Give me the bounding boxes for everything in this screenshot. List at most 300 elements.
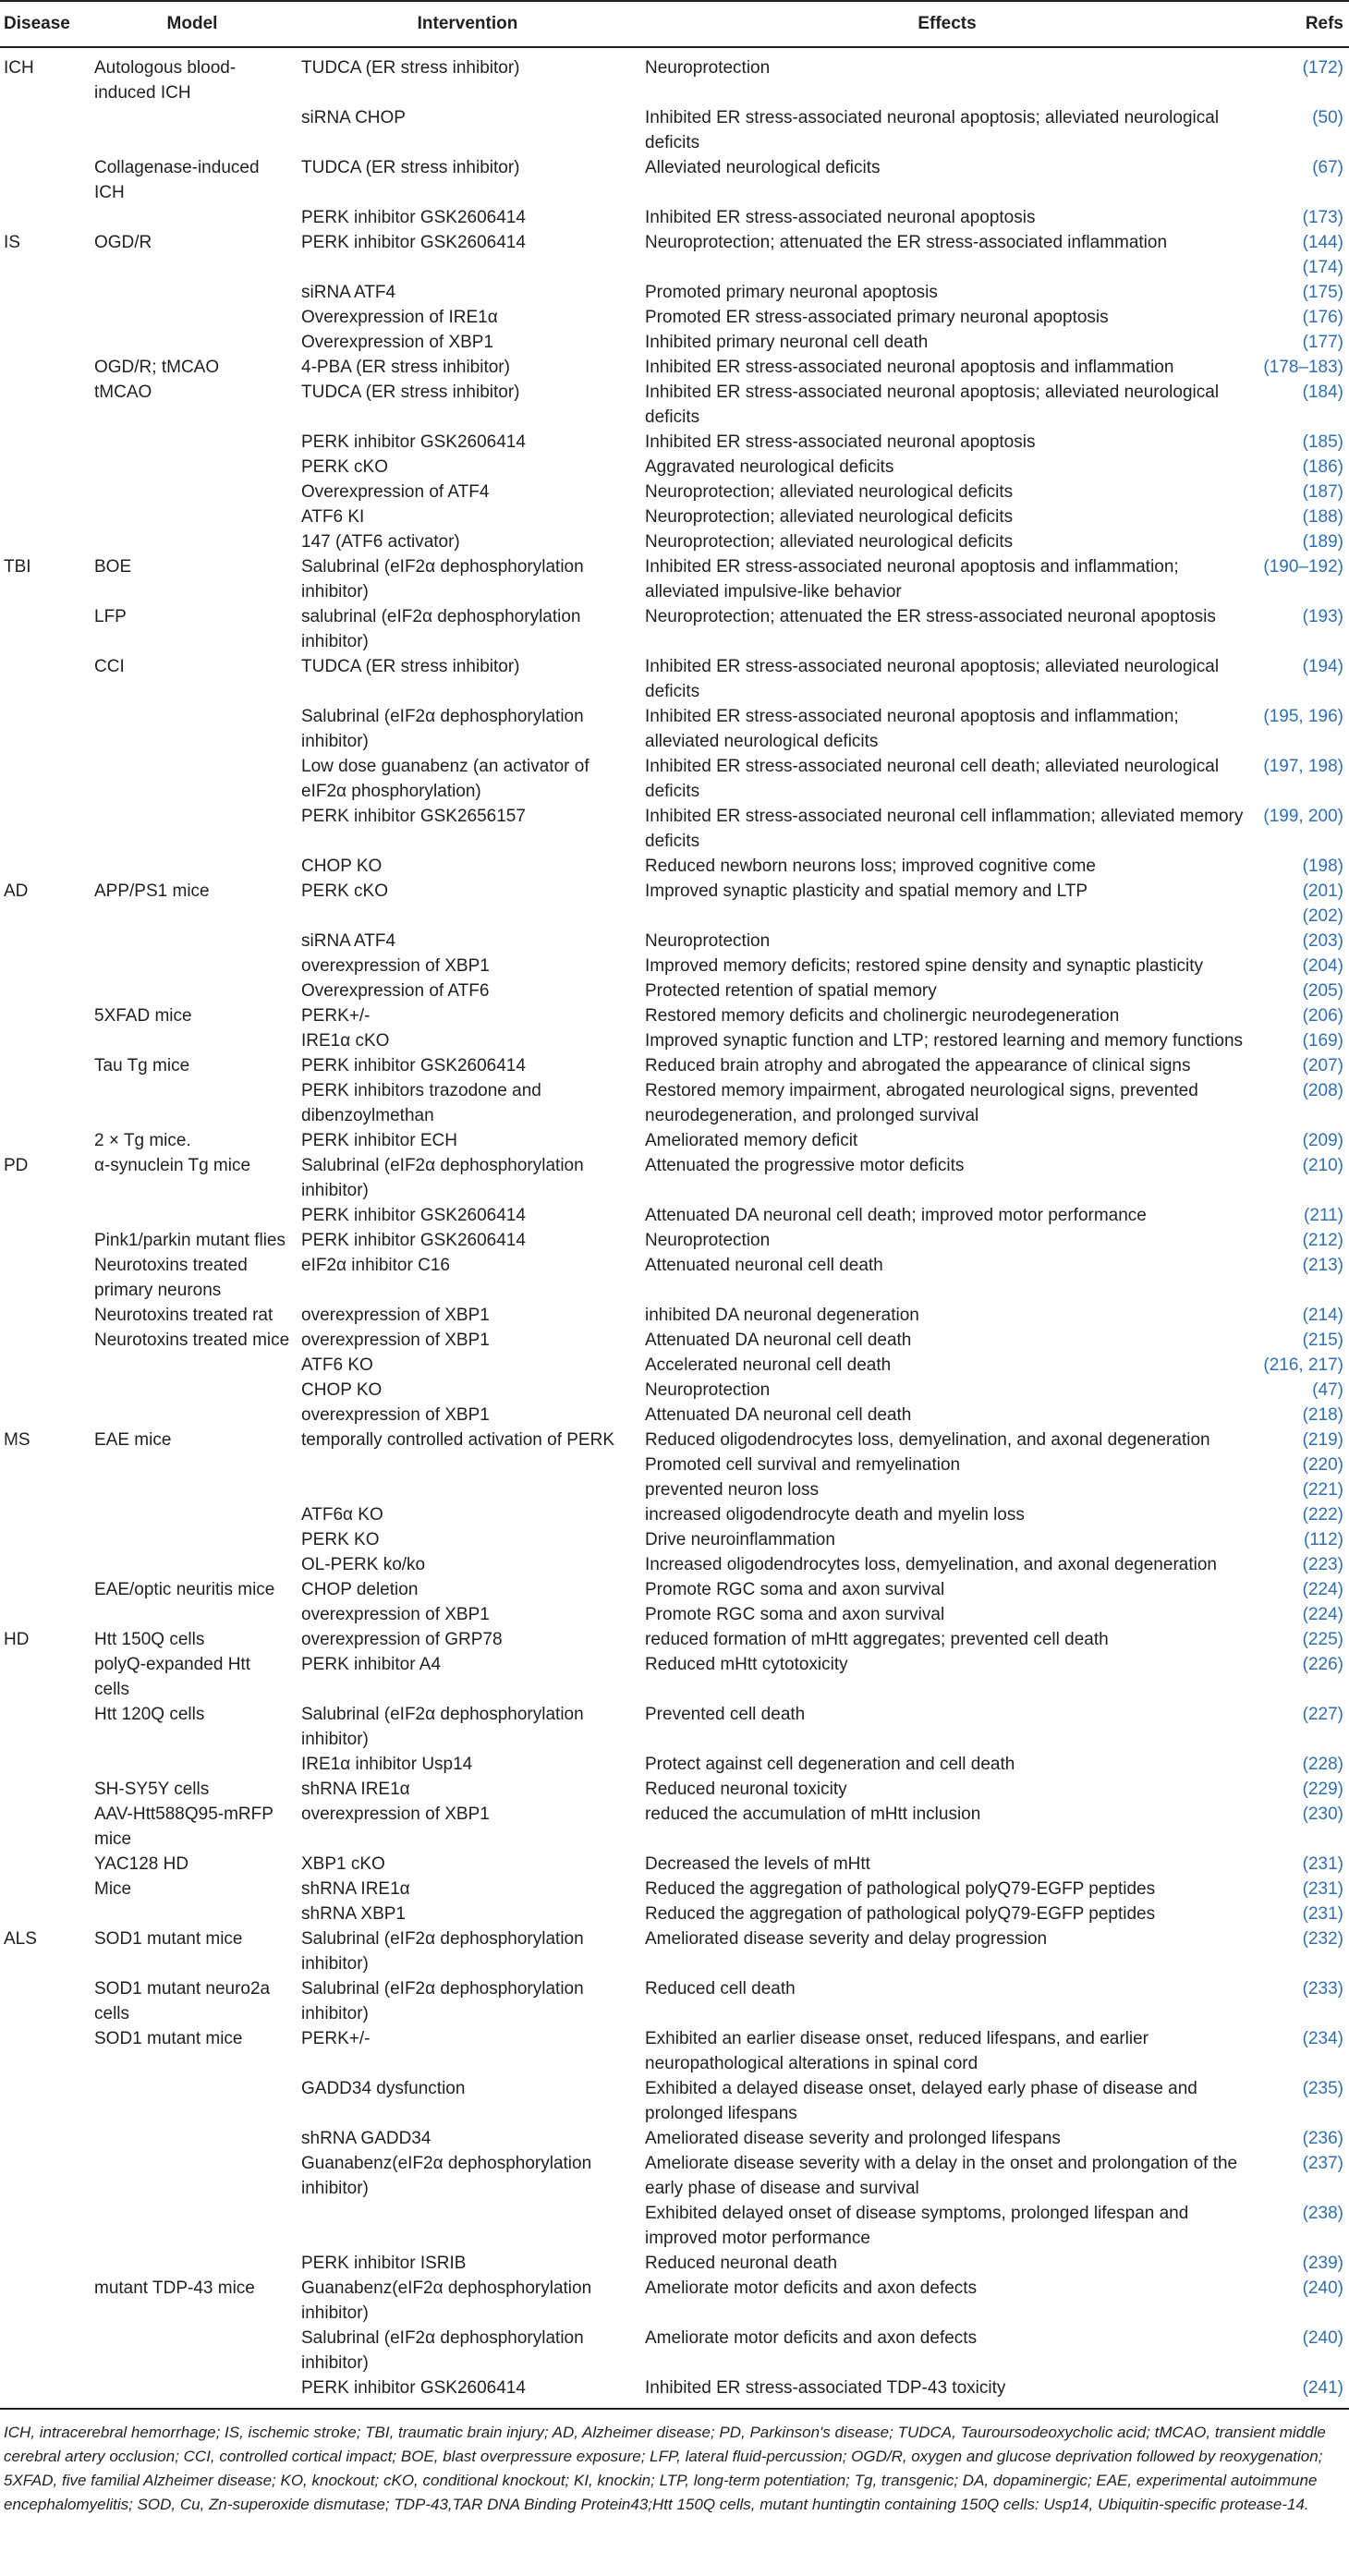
table-row bbox=[0, 1452, 1349, 1477]
cell-intervention: PERK inhibitor GSK2606414 bbox=[296, 2376, 639, 2409]
cell-disease bbox=[0, 2276, 89, 2326]
cell-effects: Inhibited ER stress-associated neuronal apoptosis and inflammation; alleviated impulsive-like behavior bbox=[645, 557, 1179, 601]
cell-intervention: Salubrinal (eIF2α dephosphorylation inhibitor) bbox=[301, 2328, 584, 2373]
cell-refs: (209) bbox=[1302, 1131, 1343, 1150]
cell-disease bbox=[0, 2376, 89, 2409]
cell-refs: (206) bbox=[1302, 1006, 1343, 1026]
cell-refs: (184) bbox=[1302, 383, 1343, 402]
table-row bbox=[0, 1902, 1349, 1926]
cell-intervention: shRNA GADD34 bbox=[301, 2129, 431, 2148]
table-row bbox=[0, 2026, 1349, 2076]
cell-disease bbox=[0, 105, 89, 155]
cell-intervention: PERK+/- bbox=[301, 1006, 371, 1026]
table-row bbox=[0, 704, 1349, 754]
cell-model bbox=[89, 305, 296, 330]
cell-model: SOD1 mutant mice bbox=[94, 1929, 243, 1949]
table-row bbox=[0, 2126, 1349, 2151]
cell-refs: (222) bbox=[1302, 1505, 1343, 1525]
cell-disease bbox=[0, 1253, 89, 1303]
table-row bbox=[0, 455, 1349, 480]
cell-model bbox=[89, 1477, 296, 1502]
table-row bbox=[0, 1652, 1349, 1702]
cell-effects: Reduced cell death bbox=[645, 1979, 796, 1999]
cell-refs: (240) bbox=[1302, 2328, 1343, 2348]
cell-effects: Ameliorate motor deficits and axon defects bbox=[645, 2328, 978, 2348]
table-row bbox=[0, 2076, 1349, 2126]
cell-refs: (219) bbox=[1302, 1430, 1343, 1450]
table-row bbox=[0, 1378, 1349, 1403]
cell-refs: (236) bbox=[1302, 2129, 1343, 2148]
cell-model bbox=[89, 1502, 296, 1527]
cell-refs: (47) bbox=[1312, 1380, 1343, 1400]
cell-disease bbox=[0, 1502, 89, 1527]
cell-model bbox=[89, 105, 296, 155]
cell-effects: Reduced brain atrophy and abrogated the appearance of clinical signs bbox=[645, 1056, 1191, 1075]
cell-refs: (224) bbox=[1302, 1580, 1343, 1599]
cell-disease bbox=[0, 1552, 89, 1577]
table-row bbox=[0, 1328, 1349, 1353]
cell-refs: (224) bbox=[1302, 1605, 1343, 1624]
cell-model bbox=[89, 2126, 296, 2151]
cell-intervention: Salubrinal (eIF2α dephosphorylation inhibitor) bbox=[301, 1156, 584, 1200]
table-row bbox=[0, 1477, 1349, 1502]
cell-model bbox=[89, 1403, 296, 1428]
cell-intervention: CHOP KO bbox=[301, 1380, 383, 1400]
table-row bbox=[0, 1577, 1349, 1602]
cell-refs: (205) bbox=[1302, 981, 1343, 1001]
cell-intervention: PERK inhibitor GSK2606414 bbox=[301, 432, 526, 452]
cell-refs: (195, 196) bbox=[1263, 707, 1343, 726]
cell-effects: Ameliorated memory deficit bbox=[645, 1131, 858, 1150]
cell-intervention: overexpression of XBP1 bbox=[301, 1605, 490, 1624]
cell-intervention: siRNA ATF4 bbox=[301, 931, 396, 951]
cell-refs: (216, 217) bbox=[1263, 1355, 1343, 1375]
cell-refs: (231) bbox=[1302, 1879, 1343, 1899]
cell-disease bbox=[0, 1228, 89, 1253]
cell-effects: Protect against cell degeneration and cell death bbox=[645, 1755, 1015, 1774]
cell-disease bbox=[0, 430, 89, 455]
table-row bbox=[0, 1153, 1349, 1203]
cell-disease bbox=[0, 1403, 89, 1428]
table-row bbox=[0, 1003, 1349, 1028]
cell-model bbox=[89, 1028, 296, 1053]
cell-model: SH-SY5Y cells bbox=[94, 1780, 210, 1799]
cell-intervention: CHOP KO bbox=[301, 857, 383, 876]
cell-disease: MS bbox=[4, 1430, 30, 1450]
cell-effects: Inhibited ER stress-associated neuronal apoptosis bbox=[645, 432, 1036, 452]
cell-disease bbox=[0, 704, 89, 754]
table-row bbox=[0, 2251, 1349, 2276]
cell-disease bbox=[0, 1128, 89, 1153]
cell-refs: (175) bbox=[1302, 283, 1343, 302]
cell-model bbox=[89, 1552, 296, 1577]
table-row bbox=[0, 2151, 1349, 2201]
cell-effects: Neuroprotection bbox=[645, 58, 771, 78]
cell-refs: (199, 200) bbox=[1263, 807, 1343, 826]
cell-disease bbox=[0, 355, 89, 380]
cell-effects: Reduced the aggregation of pathological polyQ79-EGFP peptides bbox=[645, 1904, 1156, 1924]
table-row bbox=[0, 1926, 1349, 1976]
table-row bbox=[0, 554, 1349, 604]
table-row bbox=[0, 978, 1349, 1003]
header-effects: Effects bbox=[639, 1, 1255, 47]
cell-refs: (112) bbox=[1304, 1530, 1343, 1549]
table-row bbox=[0, 1602, 1349, 1627]
table-row bbox=[0, 1852, 1349, 1877]
cell-model bbox=[89, 954, 296, 978]
cell-intervention: temporally controlled activation of PERK bbox=[301, 1430, 614, 1450]
cell-effects: prevented neuron loss bbox=[645, 1480, 820, 1500]
cell-model: Autologous blood-induced ICH bbox=[94, 58, 237, 103]
table-row bbox=[0, 604, 1349, 654]
cell-refs: (190–192) bbox=[1263, 557, 1343, 577]
cell-effects: Neuroprotection bbox=[645, 931, 771, 951]
cell-model: YAC128 HD bbox=[94, 1854, 189, 1874]
cell-effects: Accelerated neuronal cell death bbox=[645, 1355, 892, 1375]
cell-disease bbox=[0, 978, 89, 1003]
cell-model bbox=[89, 1378, 296, 1403]
cell-effects: reduced the accumulation of mHtt inclusion bbox=[645, 1804, 981, 1824]
cell-intervention: PERK inhibitor ECH bbox=[301, 1131, 457, 1150]
cell-effects: Promoted primary neuronal apoptosis bbox=[645, 283, 938, 302]
cell-model bbox=[89, 455, 296, 480]
table-row bbox=[0, 1203, 1349, 1228]
cell-disease bbox=[0, 1902, 89, 1926]
cell-model: Htt 120Q cells bbox=[94, 1705, 205, 1724]
cell-intervention: overexpression of GRP78 bbox=[301, 1630, 503, 1649]
cell-intervention bbox=[296, 1477, 639, 1502]
table-row bbox=[0, 1078, 1349, 1128]
cell-model: LFP bbox=[94, 607, 127, 626]
cell-model: EAE/optic neuritis mice bbox=[94, 1580, 275, 1599]
cell-disease bbox=[0, 1802, 89, 1852]
table-row bbox=[0, 1428, 1349, 1452]
cell-model bbox=[89, 1527, 296, 1552]
cell-refs: (193) bbox=[1302, 607, 1343, 626]
cell-effects: Promoted ER stress-associated primary neuronal apoptosis bbox=[645, 308, 1109, 327]
cell-intervention: TUDCA (ER stress inhibitor) bbox=[301, 383, 520, 402]
cell-effects: Exhibited delayed onset of disease symptoms, prolonged lifespan and improved motor performance bbox=[645, 2204, 1189, 2248]
cell-refs: (233) bbox=[1302, 1979, 1343, 1999]
cell-disease bbox=[0, 1602, 89, 1627]
cell-refs: (221) bbox=[1302, 1480, 1343, 1500]
cell-disease bbox=[0, 1053, 89, 1078]
cell-effects: Ameliorate disease severity with a delay in the onset and prolongation of the early phase of disease and survival bbox=[645, 2154, 1238, 2198]
table-row bbox=[0, 1877, 1349, 1902]
cell-disease bbox=[0, 380, 89, 430]
cell-model bbox=[89, 2201, 296, 2251]
cell-model: CCI bbox=[94, 657, 125, 676]
cell-intervention: 4-PBA (ER stress inhibitor) bbox=[301, 358, 510, 377]
cell-model bbox=[89, 480, 296, 504]
table-row bbox=[0, 2201, 1349, 2251]
cell-intervention: siRNA CHOP bbox=[301, 108, 406, 128]
cell-model: mutant TDP-43 mice bbox=[94, 2278, 255, 2298]
cell-disease bbox=[0, 854, 89, 879]
cell-intervention: PERK KO bbox=[301, 1530, 380, 1549]
cell-intervention: PERK inhibitor GSK2606414 bbox=[301, 1206, 526, 1225]
cell-effects: Neuroprotection; attenuated the ER stress-associated inflammation bbox=[645, 233, 1168, 252]
cell-refs: (237) bbox=[1302, 2154, 1343, 2173]
cell-intervention: CHOP deletion bbox=[301, 1580, 419, 1599]
cell-disease: TBI bbox=[4, 557, 31, 577]
cell-disease: AD bbox=[4, 881, 29, 901]
table-row bbox=[0, 954, 1349, 978]
cell-refs: (203) bbox=[1302, 931, 1343, 951]
cell-model bbox=[89, 929, 296, 954]
cell-effects: Attenuated neuronal cell death bbox=[645, 1256, 883, 1275]
cell-disease bbox=[0, 1852, 89, 1877]
table-row bbox=[0, 1028, 1349, 1053]
cell-intervention: Guanabenz(eIF2α dephosphorylation inhibitor) bbox=[301, 2154, 592, 2198]
cell-disease: ICH bbox=[4, 58, 34, 78]
cell-intervention: PERK+/- bbox=[301, 2029, 371, 2048]
table-row bbox=[0, 1353, 1349, 1378]
cell-effects: Alleviated neurological deficits bbox=[645, 158, 881, 177]
cell-refs: (189) bbox=[1302, 532, 1343, 552]
cell-effects: Attenuated DA neuronal cell death; improved motor performance bbox=[645, 1206, 1147, 1225]
cell-intervention: Overexpression of XBP1 bbox=[301, 333, 494, 352]
cell-disease bbox=[0, 529, 89, 554]
table-row bbox=[0, 1752, 1349, 1777]
table-row bbox=[0, 230, 1349, 280]
cell-effects: Attenuated DA neuronal cell death bbox=[645, 1331, 912, 1350]
cell-effects: Drive neuroinflammation bbox=[645, 1530, 835, 1549]
table-row bbox=[0, 1303, 1349, 1328]
cell-effects: Aggravated neurological deficits bbox=[645, 457, 894, 477]
cell-model bbox=[89, 2376, 296, 2409]
cell-intervention: PERK inhibitors trazodone and dibenzoylmethan bbox=[301, 1081, 541, 1125]
cell-intervention: overexpression of XBP1 bbox=[301, 1331, 490, 1350]
cell-disease bbox=[0, 1652, 89, 1702]
cell-disease: IS bbox=[4, 233, 20, 252]
cell-intervention: Salubrinal (eIF2α dephosphorylation inhibitor) bbox=[301, 1929, 584, 1974]
cell-effects: Restored memory deficits and cholinergic neurodegeneration bbox=[645, 1006, 1120, 1026]
cell-effects: Neuroprotection; alleviated neurological deficits bbox=[645, 532, 1014, 552]
cell-refs: (229) bbox=[1302, 1780, 1343, 1799]
cell-disease bbox=[0, 455, 89, 480]
cell-intervention: PERK inhibitor A4 bbox=[301, 1655, 442, 1674]
cell-intervention: overexpression of XBP1 bbox=[301, 1804, 490, 1824]
cell-refs: (188) bbox=[1302, 507, 1343, 527]
cell-intervention: Overexpression of ATF6 bbox=[301, 981, 490, 1001]
cell-refs: (50) bbox=[1312, 108, 1343, 128]
cell-refs: (210) bbox=[1302, 1156, 1343, 1175]
cell-intervention: shRNA XBP1 bbox=[301, 1904, 406, 1924]
cell-refs: (211) bbox=[1304, 1206, 1343, 1225]
cell-refs: (231) bbox=[1302, 1904, 1343, 1924]
cell-effects: Promote RGC soma and axon survival bbox=[645, 1605, 945, 1624]
cell-effects: Neuroprotection bbox=[645, 1380, 771, 1400]
cell-model: AAV-Htt588Q95-mRFP mice bbox=[94, 1804, 273, 1849]
table-row bbox=[0, 380, 1349, 430]
cell-refs: (178–183) bbox=[1263, 358, 1343, 377]
cell-disease bbox=[0, 2026, 89, 2076]
cell-disease: ALS bbox=[4, 1929, 37, 1949]
cell-model: EAE mice bbox=[94, 1430, 172, 1450]
cell-disease bbox=[0, 2326, 89, 2376]
cell-intervention: IRE1α cKO bbox=[301, 1031, 390, 1051]
cell-intervention: ATF6 KO bbox=[301, 1355, 373, 1375]
cell-intervention bbox=[296, 2201, 639, 2251]
cell-model: Pink1/parkin mutant flies bbox=[94, 1231, 286, 1250]
cell-effects: Improved memory deficits; restored spine density and synaptic plasticity bbox=[645, 956, 1204, 976]
cell-intervention: TUDCA (ER stress inhibitor) bbox=[301, 58, 520, 78]
cell-model: OGD/R bbox=[94, 233, 152, 252]
cell-model bbox=[89, 529, 296, 554]
cell-model: Neurotoxins treated mice bbox=[94, 1331, 290, 1350]
cell-model: Htt 150Q cells bbox=[94, 1630, 205, 1649]
cell-effects: increased oligodendrocyte death and myelin loss bbox=[645, 1505, 1025, 1525]
cell-effects: Attenuated DA neuronal cell death bbox=[645, 1405, 912, 1425]
cell-disease bbox=[0, 1003, 89, 1028]
cell-model: polyQ-expanded Htt cells bbox=[94, 1655, 250, 1699]
cell-refs: (201) (202) bbox=[1302, 881, 1343, 926]
cell-model: Neurotoxins treated rat bbox=[94, 1306, 273, 1325]
cell-effects: Inhibited ER stress-associated neuronal apoptosis and inflammation bbox=[645, 358, 1174, 377]
cell-intervention: shRNA IRE1α bbox=[301, 1879, 410, 1899]
cell-intervention: Salubrinal (eIF2α dephosphorylation inhibitor) bbox=[301, 1705, 584, 1749]
cell-refs: (220) bbox=[1302, 1455, 1343, 1475]
cell-disease bbox=[0, 1577, 89, 1602]
cell-model bbox=[89, 2326, 296, 2376]
cell-disease bbox=[0, 2201, 89, 2251]
cell-disease bbox=[0, 1378, 89, 1403]
table-row bbox=[0, 205, 1349, 230]
table-row bbox=[0, 330, 1349, 355]
cell-disease bbox=[0, 280, 89, 305]
cell-refs: (197, 198) bbox=[1263, 757, 1343, 776]
cell-effects: Decreased the levels of mHtt bbox=[645, 1854, 870, 1874]
table-row bbox=[0, 1976, 1349, 2026]
cell-refs: (177) bbox=[1302, 333, 1343, 352]
cell-refs: (204) bbox=[1302, 956, 1343, 976]
cell-intervention: overexpression of XBP1 bbox=[301, 956, 490, 976]
table-row bbox=[0, 2376, 1349, 2409]
cell-disease bbox=[0, 1527, 89, 1552]
cell-disease bbox=[0, 1353, 89, 1378]
cell-model bbox=[89, 1078, 296, 1128]
cell-model bbox=[89, 1452, 296, 1477]
cell-intervention: PERK inhibitor GSK2606414 bbox=[301, 1231, 526, 1250]
cell-refs: (194) bbox=[1302, 657, 1343, 676]
cell-disease bbox=[0, 1477, 89, 1502]
cell-disease bbox=[0, 1452, 89, 1477]
cell-effects: Inhibited ER stress-associated neuronal apoptosis; alleviated neurological deficits bbox=[645, 383, 1220, 427]
cell-refs: (176) bbox=[1302, 308, 1343, 327]
cell-refs: (231) bbox=[1302, 1854, 1343, 1874]
cell-intervention: Guanabenz(eIF2α dephosphorylation inhibitor) bbox=[301, 2278, 592, 2323]
cell-refs: (169) bbox=[1302, 1031, 1343, 1051]
table-row bbox=[0, 654, 1349, 704]
cell-refs: (207) bbox=[1302, 1056, 1343, 1075]
cell-intervention: Overexpression of ATF4 bbox=[301, 482, 490, 502]
cell-disease bbox=[0, 1976, 89, 2026]
cell-model bbox=[89, 504, 296, 529]
cell-intervention: shRNA IRE1α bbox=[301, 1780, 410, 1799]
cell-refs: (187) bbox=[1302, 482, 1343, 502]
table-row bbox=[0, 1502, 1349, 1527]
cell-effects: Inhibited ER stress-associated neuronal apoptosis; alleviated neurological deficits bbox=[645, 108, 1220, 152]
cell-effects: Inhibited ER stress-associated neuronal apoptosis and inflammation; alleviated neurological deficits bbox=[645, 707, 1179, 751]
cell-model bbox=[89, 280, 296, 305]
cell-intervention: overexpression of XBP1 bbox=[301, 1306, 490, 1325]
table-row bbox=[0, 504, 1349, 529]
cell-model bbox=[89, 754, 296, 804]
cell-refs: (218) bbox=[1302, 1405, 1343, 1425]
cell-model bbox=[89, 430, 296, 455]
cell-model bbox=[89, 205, 296, 230]
cell-model: SOD1 mutant mice bbox=[94, 2029, 243, 2048]
cell-effects: Ameliorate motor deficits and axon defects bbox=[645, 2278, 978, 2298]
cell-refs: (228) bbox=[1302, 1755, 1343, 1774]
cell-refs: (215) bbox=[1302, 1331, 1343, 1350]
cell-disease: HD bbox=[4, 1630, 30, 1649]
cell-intervention: OL-PERK ko/ko bbox=[301, 1555, 426, 1574]
table-footnote: ICH, intracerebral hemorrhage; IS, ischemic stroke; TBI, traumatic brain injury; AD, Alzheimer disease; PD, Parkinson's disease; TUDCA, Tauroursodeoxycholic acid; tMCAO, transient middle cerebral artery occlusion; CCI, controlled cortical impact; BOE, blast overpressure exposure; LFP, lateral fluid-percussion; OGD/R, oxygen and glucose deprivation followed by reoxygenation; 5XFAD, five familial Alzheimer disease; KO, knockout; cKO, conditional knockout; KI, knockin; LTP, long-term potentiation; Tg, transgenic; DA, dopaminergic; EAE, experimental autoimmune encephalomyelitis; SOD, Cu, Zn-superoxide dismutase; TDP-43,TAR DNA Binding Protein43;Htt 150Q cells, mutant huntingtin containing 150Q cells: Usp14, Ubiquitin-specific protease-14. bbox=[4, 2424, 1326, 2513]
table-body bbox=[0, 47, 1349, 2409]
cell-model: Mice bbox=[94, 1879, 132, 1899]
table-row bbox=[0, 47, 1349, 105]
cell-effects: Inhibited primary neuronal cell death bbox=[645, 333, 929, 352]
cell-disease bbox=[0, 1777, 89, 1802]
cell-effects: Reduced neuronal toxicity bbox=[645, 1780, 847, 1799]
cell-refs: (240) bbox=[1302, 2278, 1343, 2298]
cell-model: Collagenase-induced ICH bbox=[94, 158, 260, 202]
cell-disease bbox=[0, 2076, 89, 2126]
cell-effects: Increased oligodendrocytes loss, demyelination, and axonal degeneration bbox=[645, 1555, 1217, 1574]
table-row bbox=[0, 879, 1349, 929]
cell-intervention: TUDCA (ER stress inhibitor) bbox=[301, 657, 520, 676]
cell-refs: (223) bbox=[1302, 1555, 1343, 1574]
cell-effects: Reduced newborn neurons loss; improved cognitive come bbox=[645, 857, 1096, 876]
cell-effects: Exhibited a delayed disease onset, delayed early phase of disease and prolonged lifespans bbox=[645, 2079, 1197, 2123]
cell-refs: (241) bbox=[1255, 2376, 1349, 2409]
table-row bbox=[0, 2326, 1349, 2376]
table-header-row bbox=[0, 1, 1349, 47]
cell-intervention: IRE1α inhibitor Usp14 bbox=[301, 1755, 473, 1774]
cell-intervention: siRNA ATF4 bbox=[301, 283, 396, 302]
cell-disease bbox=[0, 480, 89, 504]
cell-disease bbox=[0, 929, 89, 954]
cell-model: 5XFAD mice bbox=[94, 1006, 192, 1026]
cell-model bbox=[89, 1602, 296, 1627]
cell-model: Neurotoxins treated primary neurons bbox=[94, 1256, 248, 1300]
cell-model bbox=[89, 978, 296, 1003]
cell-intervention: GADD34 dysfunction bbox=[301, 2079, 466, 2098]
cell-refs: (230) bbox=[1302, 1804, 1343, 1824]
cell-disease bbox=[0, 804, 89, 854]
header-refs: Refs bbox=[1255, 1, 1349, 47]
cell-effects: Neuroprotection bbox=[645, 1231, 771, 1250]
table-row bbox=[0, 754, 1349, 804]
cell-disease bbox=[0, 654, 89, 704]
cell-effects: inhibited DA neuronal degeneration bbox=[645, 1306, 919, 1325]
table-row bbox=[0, 1777, 1349, 1802]
cell-model bbox=[89, 704, 296, 754]
cell-model bbox=[89, 1902, 296, 1926]
cell-effects: Neuroprotection; alleviated neurological deficits bbox=[645, 507, 1014, 527]
cell-effects: Neuroprotection; attenuated the ER stress-associated neuronal apoptosis bbox=[645, 607, 1216, 626]
table-row bbox=[0, 1627, 1349, 1652]
cell-intervention: Salubrinal (eIF2α dephosphorylation inhibitor) bbox=[301, 1979, 584, 2023]
cell-intervention: PERK inhibitor GSK2606414 bbox=[301, 233, 526, 252]
cell-model: APP/PS1 mice bbox=[94, 881, 210, 901]
table-row bbox=[0, 155, 1349, 205]
cell-model bbox=[89, 330, 296, 355]
table-row bbox=[0, 1552, 1349, 1577]
table-row bbox=[0, 280, 1349, 305]
